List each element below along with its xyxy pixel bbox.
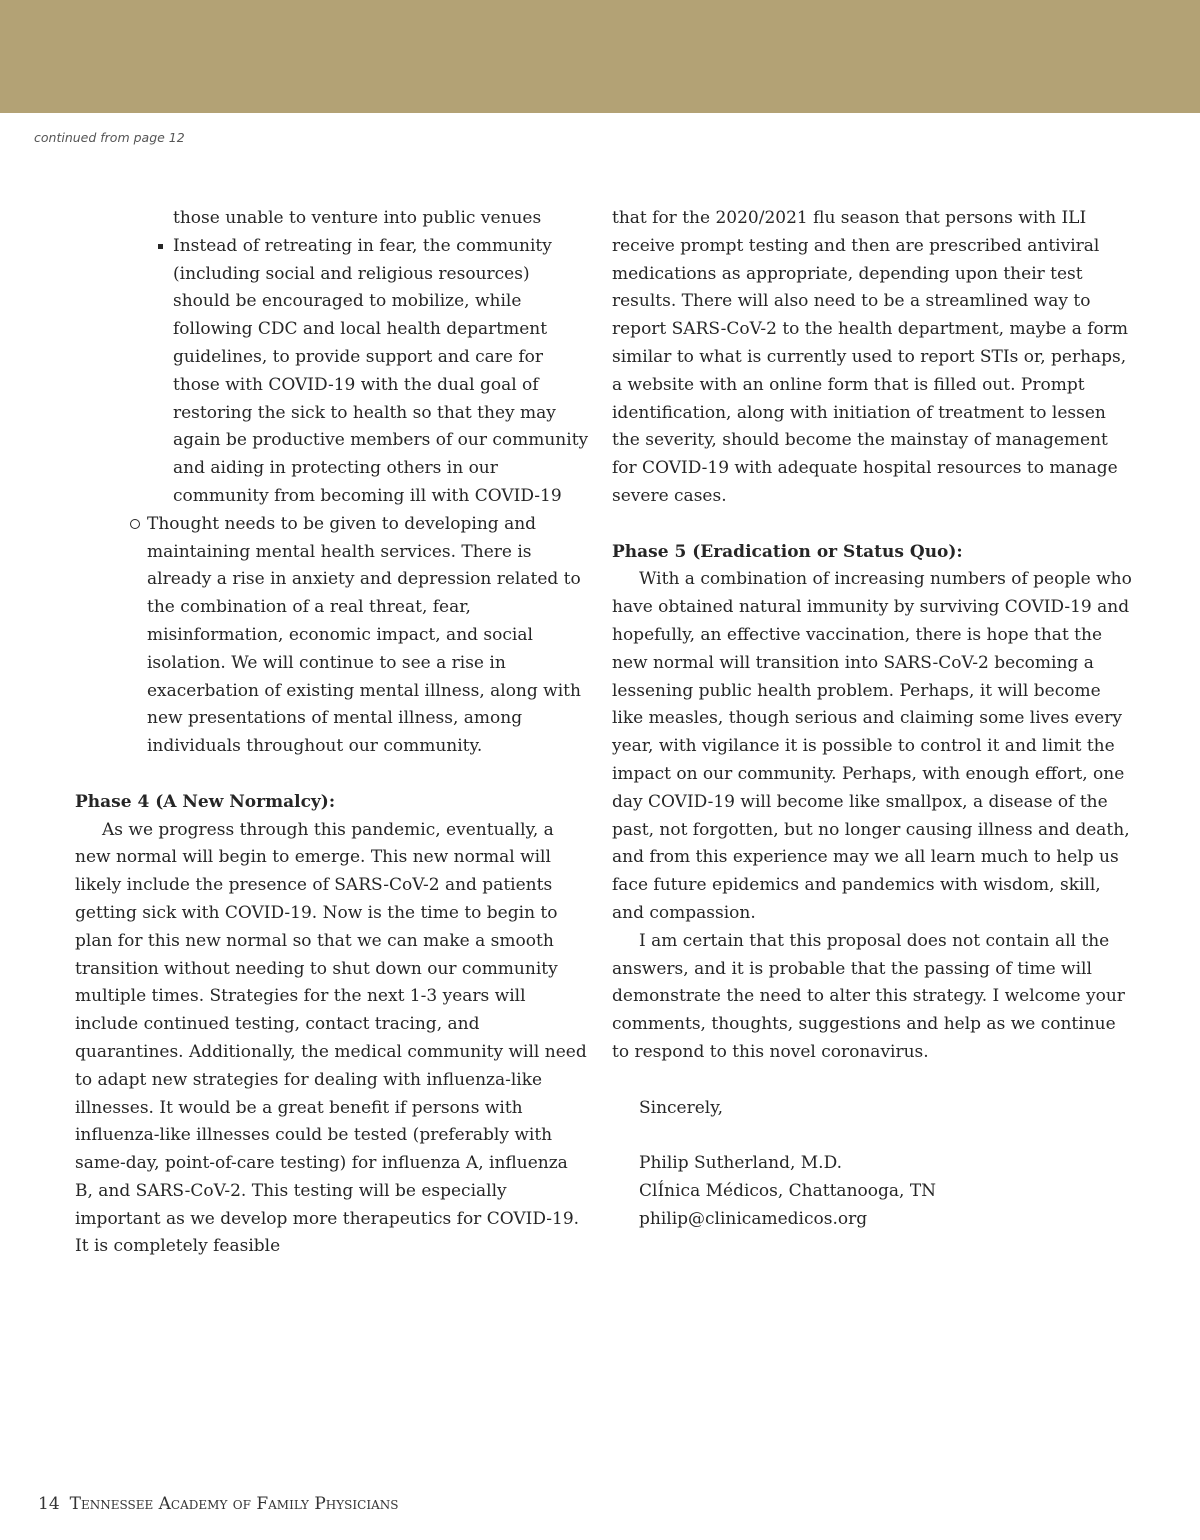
header-band	[0, 0, 1200, 113]
closing-paragraph: I am certain that this proposal does not contain all the answers, and it is probable that the passing of time will demonstrate the need to alter this strategy. I welcome your comments, thoughts, suggestions and help as we continue to respond to this novel coronavirus.	[612, 930, 1125, 1062]
author-email[interactable]: philip@clinicamedicos.org	[639, 1208, 868, 1229]
square-bullet-item: Instead of retreating in fear, the community (including social and religious resources) should be encouraged to mobilize, while following CDC and local health department guidelines, to provide support and care for those with COVID-19 with the dual goal of restoring the sick to health so that they may again be productive members of our community and aiding in protecting others in our community from becoming ill with COVID-19	[173, 233, 590, 511]
page-footer	[38, 1494, 398, 1514]
signoff: Sincerely,	[639, 1097, 723, 1118]
author-organization: ClÍnica Médicos, Chattanooga, TN	[639, 1180, 937, 1201]
phase5-heading: Phase 5 (Eradication or Status Quo):	[612, 541, 963, 562]
author-name: Philip Sutherland, M.D.	[639, 1153, 842, 1174]
phase4-paragraph: As we progress through this pandemic, eventually, a new normal will begin to emerge. This new normal will likely include the presence of SARS-CoV-2 and patients getting sick with COVID-19. Now is the time to begin to plan for this new normal so that we can make a smooth transition without needing to shut down our community multiple times. Strategies for the next 1-3 years will include continued testing, contact tracing, and quarantines. Additionally, the medical community will need to adapt new strategies for dealing with influenza-like illnesses. It would be a great benefit if persons with influenza-like illnesses could be tested (preferably with same-day, point-of-care testing) for influenza A, influenza B, and SARS-CoV-2. This testing will be especially important as we develop more therapeutics for COVID-19. It is completely feasible	[75, 819, 587, 1257]
bullet-continuation: those unable to venture into public venues	[173, 208, 542, 228]
right-column	[612, 205, 1132, 1233]
page-number: 14	[38, 1494, 60, 1514]
continued-note: continued from page 12	[34, 130, 185, 145]
phase5-paragraph: With a combination of increasing numbers of people who have obtained natural immunity by surviving COVID-19 and hopefully, an effective vaccination, there is hope that the new normal will transition into SARS-CoV-2 becoming a lessening public health problem. Perhaps, it will become like measles, though serious and claiming some lives every year, with vigilance it is possible to control it and limit the impact on our community. Perhaps, with enough effort, one day COVID-19 will become like smallpox, a disease of the past, not forgotten, but no longer causing illness and death, and from this experience may we all learn much to help us face future epidemics and pandemics with wisdom, skill, and compassion.	[612, 569, 1132, 923]
square-bullet-list	[75, 205, 590, 511]
phase4-heading: Phase 4 (A New Normalcy):	[75, 791, 336, 812]
left-column	[75, 205, 590, 1261]
publication-name: Tennessee Academy of Family Physicians	[69, 1494, 399, 1514]
circle-bullet-item: Thought needs to be given to developing and maintaining mental health services. There is already a rise in anxiety and depression related to the combination of a real threat, fear, misinformation, economic impact, and social isolation. We will continue to see a rise in exacerbation of existing mental illness, along with new presentations of mental illness, among individuals throughout our community.	[75, 511, 590, 761]
continuation-paragraph: that for the 2020/2021 flu season that persons with ILI receive prompt testing and then are prescribed antiviral medications as appropriate, depending upon their test results. There will also need to be a streamlined way to report SARS-CoV-2 to the health department, maybe a form similar to what is currently used to report STIs or, perhaps, a website with an online form that is filled out. Prompt identification, along with initiation of treatment to lessen the severity, should become the mainstay of management for COVID-19 with adequate hospital resources to manage severe cases.	[612, 208, 1129, 506]
